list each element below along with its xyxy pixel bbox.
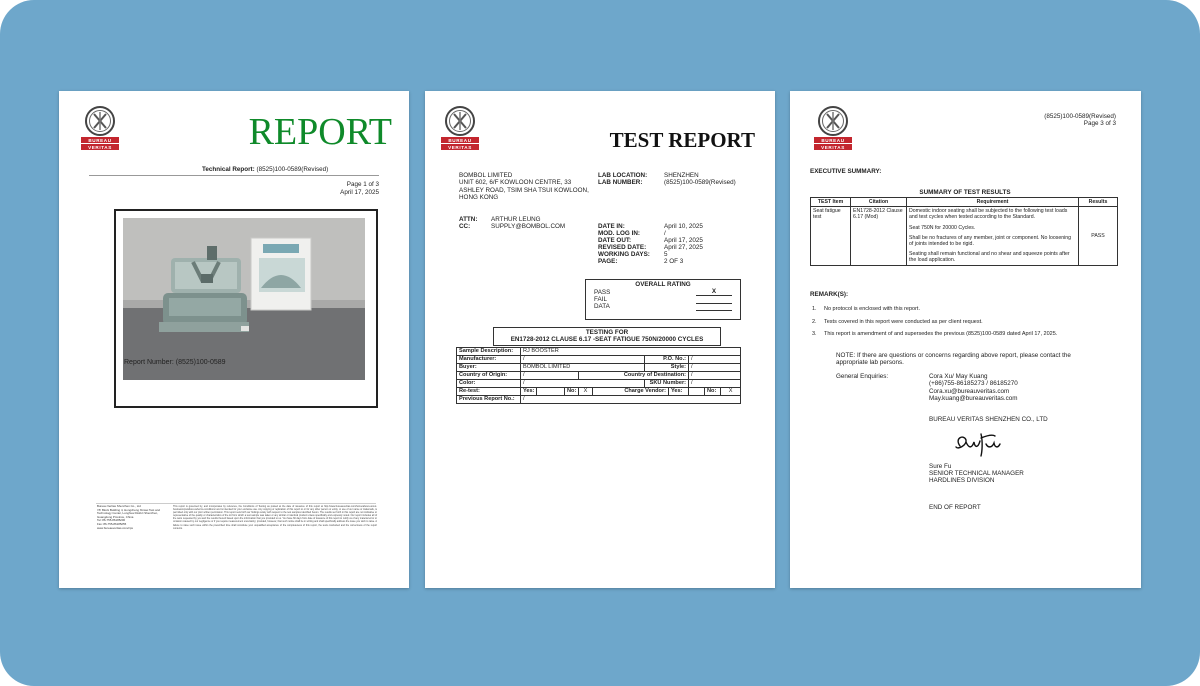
retest-no-mark: X [579, 388, 593, 396]
revised-date-label: REVISED DATE: [598, 244, 647, 251]
cell-label: Previous Report No.: [457, 396, 521, 404]
cell-value: RJ BOOSTER [521, 348, 741, 356]
technical-report-label: Technical Report: [202, 166, 255, 173]
citation-cell: EN1728-2012 Clause 6.17 (Mod) [851, 207, 907, 265]
column-header: Results [1079, 198, 1118, 207]
cell-label: No: [705, 388, 721, 396]
remark-item: Tests covered in this report were conducted as per client request. [824, 319, 983, 325]
signature [950, 426, 1006, 458]
lab-number: (8525)100-0589(Revised) [664, 179, 736, 186]
cell-label: Manufacturer: [457, 356, 521, 364]
cell-label: Country of Origin: [457, 372, 521, 380]
cell-label: Style: [645, 364, 689, 372]
requirement-line: Shall be no fractures of any member, joint or component. No loosening of joints intended to be rigid. [909, 234, 1072, 248]
footer-address: Bureau Veritas Shenzhen Co., Ltd 7/F Block Building 4, Hongcheng Xinwei Test and Technology Center, Longhua District Shenzhen, Guangdong Province, China Tel: 86-755-86185200 Fax: 86-755-86185255 www.bureauveritas.com/cps [97, 504, 160, 530]
enquiries-contacts: Cora Xu/ May Kuang (+86)755-86185273 / 86185270 Cora.xu@bureauveritas.com May.kuang@bureauveritas.com [929, 373, 1018, 403]
cell-label: Sample Description: [457, 348, 521, 356]
table-row [457, 388, 741, 396]
cell-value: / [521, 356, 645, 364]
page-label: PAGE: [598, 258, 618, 265]
cell-value: / [521, 396, 741, 404]
table-header-row [811, 198, 1118, 207]
bureau-veritas-logo [813, 105, 853, 153]
cell-label: SKU Number: [645, 380, 689, 388]
cell-label: Country of Destination: [579, 372, 689, 380]
rating-fail-label: FAIL [594, 296, 607, 303]
remark-item: This report is amendment of and supersedes the previous (8525)100-0589 dated April 17, 2025. [824, 331, 1058, 337]
working-days-value: 5 [664, 251, 668, 258]
mod-log-in-label: MOD. LOG IN: [598, 230, 640, 237]
photo-caption: Report Number: (8525)100-0589 [124, 359, 226, 366]
testing-for-title: TESTING FOR [585, 329, 629, 336]
general-enquiries-label: General Enquiries: [836, 373, 889, 380]
revised-date-value: April 27, 2025 [664, 244, 703, 251]
table-row [457, 396, 741, 404]
retest-yes-box [537, 388, 565, 396]
mod-log-in-value: / [664, 230, 666, 237]
working-days-label: WORKING DAYS: [598, 251, 650, 258]
charge-yes-box [689, 388, 705, 396]
page-number: Page 1 of 3 [346, 181, 379, 188]
cell-value: BOMBOL LIMITED [521, 364, 645, 372]
remark-number: 1. [812, 306, 817, 312]
cell-value: / [521, 380, 645, 388]
requirement-line: Domestic indoor seating shall be subjected to the following test loads and test cycles when tested according to the Standard. [909, 208, 1068, 221]
cell-label: Yes: [669, 388, 689, 396]
cc-value: SUPPLY@BOMBOL.COM [491, 223, 566, 230]
testing-for-standard: EN1728-2012 CLAUSE 6.17 -SEAT FATIGUE 750N/20000 CYCLES [510, 336, 704, 343]
rating-fail-line [696, 303, 732, 304]
page-number: Page 3 of 3 [1083, 120, 1116, 127]
cell-label: Color: [457, 380, 521, 388]
svg-text:BUREAU: BUREAU [821, 138, 845, 143]
table-row [457, 348, 741, 356]
charge-no-mark: X [721, 388, 741, 396]
sample-photo-frame [114, 209, 378, 408]
sample-photo [123, 218, 365, 380]
report-date: April 17, 2025 [340, 189, 379, 196]
cell-value: / [689, 364, 741, 372]
testing-for-box [493, 327, 721, 346]
date-out-value: April 17, 2025 [664, 237, 703, 244]
result-cell: PASS [1079, 207, 1118, 265]
requirement-line: Seat 750N for 20000 Cycles. [909, 224, 976, 231]
attn-label: ATTN: [459, 216, 478, 223]
test-report-page [425, 91, 775, 588]
cell-value: / [689, 372, 741, 380]
column-header: Citation [851, 198, 907, 207]
table-row [457, 372, 741, 380]
table-row [811, 207, 1118, 265]
summary-results-table [810, 197, 1118, 266]
rating-data-label: DATA [594, 303, 610, 310]
cell-value: / [689, 380, 741, 388]
rating-pass-label: PASS [594, 289, 611, 296]
overall-rating-box [585, 279, 741, 320]
cc-label: CC: [459, 223, 471, 230]
svg-text:VERITAS: VERITAS [88, 145, 112, 150]
date-in-label: DATE IN: [598, 223, 625, 230]
bureau-veritas-logo [440, 105, 480, 153]
signer-name: Sure Fu [929, 463, 952, 470]
page-value: 2 OF 3 [664, 258, 684, 265]
report-number: (8525)100-0589(Revised) [1044, 113, 1116, 120]
remark-number: 3. [812, 331, 817, 337]
cell-label: Buyer: [457, 364, 521, 372]
cell-label: P.O. No.: [645, 356, 689, 364]
rating-pass-mark: X [696, 288, 732, 296]
table-row [457, 364, 741, 372]
cell-value: / [521, 372, 579, 380]
technical-report-number: (8525)100-0589(Revised) [256, 166, 329, 173]
column-header: TEST Item [811, 198, 851, 207]
table-row [457, 356, 741, 364]
company-name: BUREAU VERITAS SHENZHEN CO., LTD [929, 416, 1048, 423]
remark-number: 2. [812, 319, 817, 325]
attn-value: ARTHUR LEUNG [491, 216, 541, 223]
requirement-cell [907, 207, 1079, 265]
lab-number-label: LAB NUMBER: [598, 179, 643, 186]
executive-summary-heading: EXECUTIVE SUMMARY: [810, 168, 882, 175]
executive-summary-page [790, 91, 1141, 588]
cell-label: Yes: [521, 388, 537, 396]
overall-rating-title: OVERALL RATING [635, 281, 691, 288]
cell-label: No: [565, 388, 579, 396]
client-address: BOMBOL LIMITED UNIT 602, 6/F KOWLOON CENTRE, 33 ASHLEY ROAD, TSIM SHA TSUI KOWLOON, HONG KONG [459, 172, 589, 202]
table-row [457, 380, 741, 388]
bureau-veritas-logo [80, 105, 120, 153]
lab-location-label: LAB LOCATION: [598, 172, 648, 179]
svg-text:VERITAS: VERITAS [821, 145, 845, 150]
cell-value: / [689, 356, 741, 364]
svg-text:BUREAU: BUREAU [88, 138, 112, 143]
end-of-report: END OF REPORT [929, 504, 981, 511]
date-out-label: DATE OUT: [598, 237, 632, 244]
lab-location: SHENZHEN [664, 172, 699, 179]
rating-data-line [696, 310, 732, 311]
report-title: REPORT [248, 111, 392, 153]
report-cover-page [59, 91, 409, 588]
remark-item: No protocol is enclosed with this report. [824, 306, 920, 312]
divider [89, 175, 379, 176]
contact-note: NOTE: If there are questions or concerns regarding above report, please contact the appropriate lab persons. [836, 352, 1071, 367]
remarks-heading: REMARK(S): [810, 291, 849, 298]
requirement-line: Seating shall remain functional and no shear and squeeze points after the load application. [909, 251, 1070, 264]
svg-text:BUREAU: BUREAU [448, 138, 472, 143]
test-item-cell: Seat fatigue test [811, 207, 851, 265]
summary-title: SUMMARY OF TEST RESULTS [919, 189, 1011, 196]
signer-division: HARDLINES DIVISION [929, 477, 995, 484]
signer-title: SENIOR TECHNICAL MANAGER [929, 470, 1024, 477]
svg-text:VERITAS: VERITAS [448, 145, 472, 150]
date-in-value: April 10, 2025 [664, 223, 703, 230]
footer-disclaimer: This report is governed by, and incorporates by reference, the Conditions of Testing as posted at the date of issuance of this report at http://www.bureauveritas.com/home/about-us/our-business/cps/about-us/terms-conditions/ and is intended for your exclusive use. Any copying or replication of this report to or for any other person or entity, or use of our name or trademark, is permitted only with our prior written permission. This report sets forth our findings solely with respect to the test samples identified herein. The results set forth in this report are not indicative or representative of the quality or characteristics of the lot from which a test sample was taken or any similar or identical product unless specifically and expressly noted. Our report includes all of the tests requested by you and the results thereof based upon the information that you provided to us. You have 60 days from date of issuance of this report to notify us of any material error or omission caused by our negligence or if you require measurement uncertainty; provided, however, that such notice shall be in writing and shall specifically address the issue you wish to raise. A failure to raise such issue within the prescribed time shall constitute your unqualified acceptance of the completeness of this report, the tests conducted and the correctness of the report contents. [173, 505, 377, 530]
sample-details-table [456, 347, 741, 404]
cell-label: Re-test: [457, 388, 521, 396]
cell-label: Charge Vendor: [593, 388, 669, 396]
column-header: Requirement [907, 198, 1079, 207]
test-report-title: TEST REPORT [609, 128, 755, 152]
